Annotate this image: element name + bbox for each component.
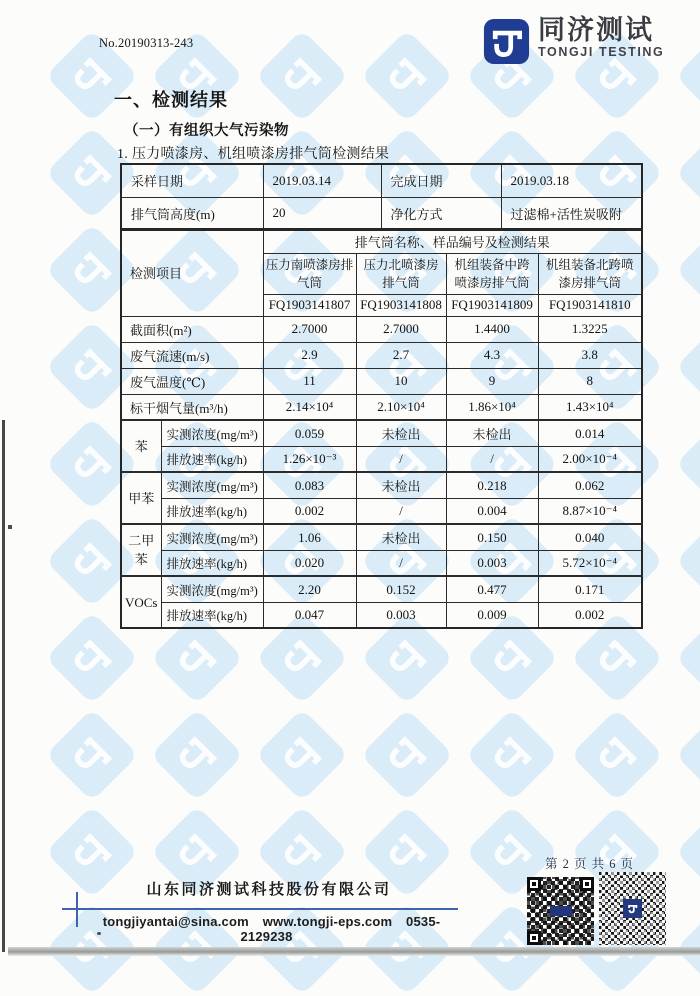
tj-logo-icon (483, 18, 530, 65)
value-cell: 0.004 (446, 498, 538, 524)
scan-speck (97, 932, 101, 935)
value-cell: 2.9 (263, 342, 356, 368)
sample-id-cell: FQ1903141808 (356, 294, 446, 316)
value-cell: 1.26×10⁻³ (263, 446, 356, 472)
value-cell: 5.72×10⁻⁴ (538, 550, 642, 576)
column-header-cell: 压力南喷漆房排气筒 (263, 253, 356, 294)
qr-finder-icon (527, 877, 541, 891)
results-table (120, 228, 643, 629)
scan-edge-line (2, 420, 5, 952)
param-label-cell: 废气流速(m/s) (121, 342, 263, 368)
value-cell: 0.150 (446, 524, 538, 550)
item-header-cell: 检测项目 (121, 229, 263, 316)
column-header-cell: 压力北喷漆房排气筒 (356, 253, 446, 294)
value-cell: 未检出 (356, 472, 446, 498)
value-cell: 2.10×10⁴ (356, 394, 446, 420)
stack-height-value-cell: 20 (263, 197, 381, 230)
qr-finder-icon (527, 931, 541, 945)
qr-finder-icon (580, 877, 594, 891)
value-cell: 1.43×10⁴ (538, 394, 642, 420)
value-cell: 0.083 (263, 472, 356, 498)
sub-label-cell: 排放速率(kg/h) (161, 550, 263, 576)
sample-date-value-cell: 2019.03.14 (263, 164, 381, 197)
value-cell: 0.014 (538, 420, 642, 446)
column-header-cell: 机组装备北跨喷漆房排气筒 (538, 253, 642, 294)
value-cell: 0.003 (356, 602, 446, 628)
finish-date-value-cell: 2019.03.18 (501, 164, 642, 197)
column-header-cell: 机组装备中跨喷漆房排气筒 (446, 253, 538, 294)
sub-label-cell: 排放速率(kg/h) (161, 498, 263, 524)
sample-id-cell: FQ1903141809 (446, 294, 538, 316)
value-cell: 1.4400 (446, 316, 538, 342)
logo-name-cn: 同济测试 (538, 15, 654, 45)
report-number: No.20190313-243 (99, 36, 194, 50)
value-cell: 0.040 (538, 524, 642, 550)
value-cell: 2.14×10⁴ (263, 394, 356, 420)
value-cell: 0.152 (356, 576, 446, 602)
value-cell: 0.009 (446, 602, 538, 628)
value-cell: / (356, 550, 446, 576)
scan-bottom-shadow (8, 947, 700, 956)
pollutant-name-cell: 二甲苯 (121, 524, 161, 576)
logo-text (538, 16, 664, 59)
info-table (120, 163, 643, 231)
value-cell: 0.047 (263, 602, 356, 628)
result-header-cell: 排气筒名称、样品编号及检测结果 (263, 229, 642, 253)
value-cell: 3.8 (538, 342, 642, 368)
value-cell: 1.86×10⁴ (446, 394, 538, 420)
pollutant-name-cell: VOCs (121, 576, 161, 628)
qr-code-right (599, 872, 666, 945)
contact-website: www.tongji-eps.com (262, 914, 393, 929)
value-cell: / (356, 446, 446, 472)
sub-label-cell: 实测浓度(mg/m³) (161, 576, 263, 602)
company-name: 山东同济测试科技股份有限公司 (146, 881, 392, 898)
purify-value-cell: 过滤棉+活性炭吸附 (501, 197, 642, 230)
value-cell: 0.003 (446, 550, 538, 576)
purify-label-cell: 净化方式 (381, 197, 501, 230)
table-caption: 1. 压力喷漆房、机组喷漆房排气筒检测结果 (117, 147, 390, 162)
pollutant-name-cell: 苯 (121, 420, 161, 472)
value-cell: 1.3225 (538, 316, 642, 342)
value-cell: / (356, 498, 446, 524)
value-cell: 0.477 (446, 576, 538, 602)
value-cell: 1.06 (263, 524, 356, 550)
value-cell: 未检出 (446, 420, 538, 446)
page-number: 第 2 页 共 6 页 (545, 857, 635, 871)
value-cell: 2.00×10⁻⁴ (538, 446, 642, 472)
value-cell: 11 (263, 368, 356, 394)
company-logo (483, 16, 664, 65)
value-cell: 0.171 (538, 576, 642, 602)
sub-label-cell: 实测浓度(mg/m³) (161, 420, 263, 446)
value-cell: 2.7 (356, 342, 446, 368)
value-cell: 2.20 (263, 576, 356, 602)
pollutant-name-cell: 甲苯 (121, 472, 161, 524)
value-cell: 0.002 (263, 498, 356, 524)
value-cell: 未检出 (356, 420, 446, 446)
contact-email: tongjiyantai@sina.com (102, 914, 249, 929)
value-cell: 未检出 (356, 524, 446, 550)
param-label-cell: 标干烟气量(m³/h) (121, 394, 263, 420)
qr-center-label (550, 906, 572, 916)
value-cell: 0.002 (538, 602, 642, 628)
value-cell: 8.87×10⁻⁴ (538, 498, 642, 524)
value-cell: 4.3 (446, 342, 538, 368)
sub-label-cell: 排放速率(kg/h) (161, 602, 263, 628)
sub-label-cell: 排放速率(kg/h) (161, 446, 263, 472)
section-title: 一、检测结果 (114, 90, 228, 110)
value-cell: 10 (356, 368, 446, 394)
value-cell: 2.7000 (263, 316, 356, 342)
logo-name-en: TONGJI TESTING (538, 45, 665, 60)
value-cell: 0.218 (446, 472, 538, 498)
value-cell: 0.020 (263, 550, 356, 576)
sample-id-cell: FQ1903141810 (538, 294, 642, 316)
value-cell: 9 (446, 368, 538, 394)
sample-date-label-cell: 采样日期 (121, 164, 263, 197)
subsection-title: （一）有组织大气污染物 (124, 123, 289, 139)
qr-code-left (527, 877, 594, 945)
scan-speck (8, 525, 12, 529)
finish-date-label-cell: 完成日期 (381, 164, 501, 197)
qr-center-logo-icon (623, 899, 642, 918)
value-cell: 2.7000 (356, 316, 446, 342)
value-cell: / (446, 446, 538, 472)
contact-phone: 0535-2129238 (240, 914, 441, 944)
contact-line (70, 914, 468, 944)
sub-label-cell: 实测浓度(mg/m³) (161, 472, 263, 498)
footer-divider-line (62, 908, 458, 910)
value-cell: 8 (538, 368, 642, 394)
value-cell: 0.059 (263, 420, 356, 446)
sample-id-cell: FQ1903141807 (263, 294, 356, 316)
stack-height-label-cell: 排气筒高度(m) (121, 197, 263, 230)
param-label-cell: 废气温度(℃) (121, 368, 263, 394)
param-label-cell: 截面积(m²) (121, 316, 263, 342)
sub-label-cell: 实测浓度(mg/m³) (161, 524, 263, 550)
value-cell: 0.062 (538, 472, 642, 498)
